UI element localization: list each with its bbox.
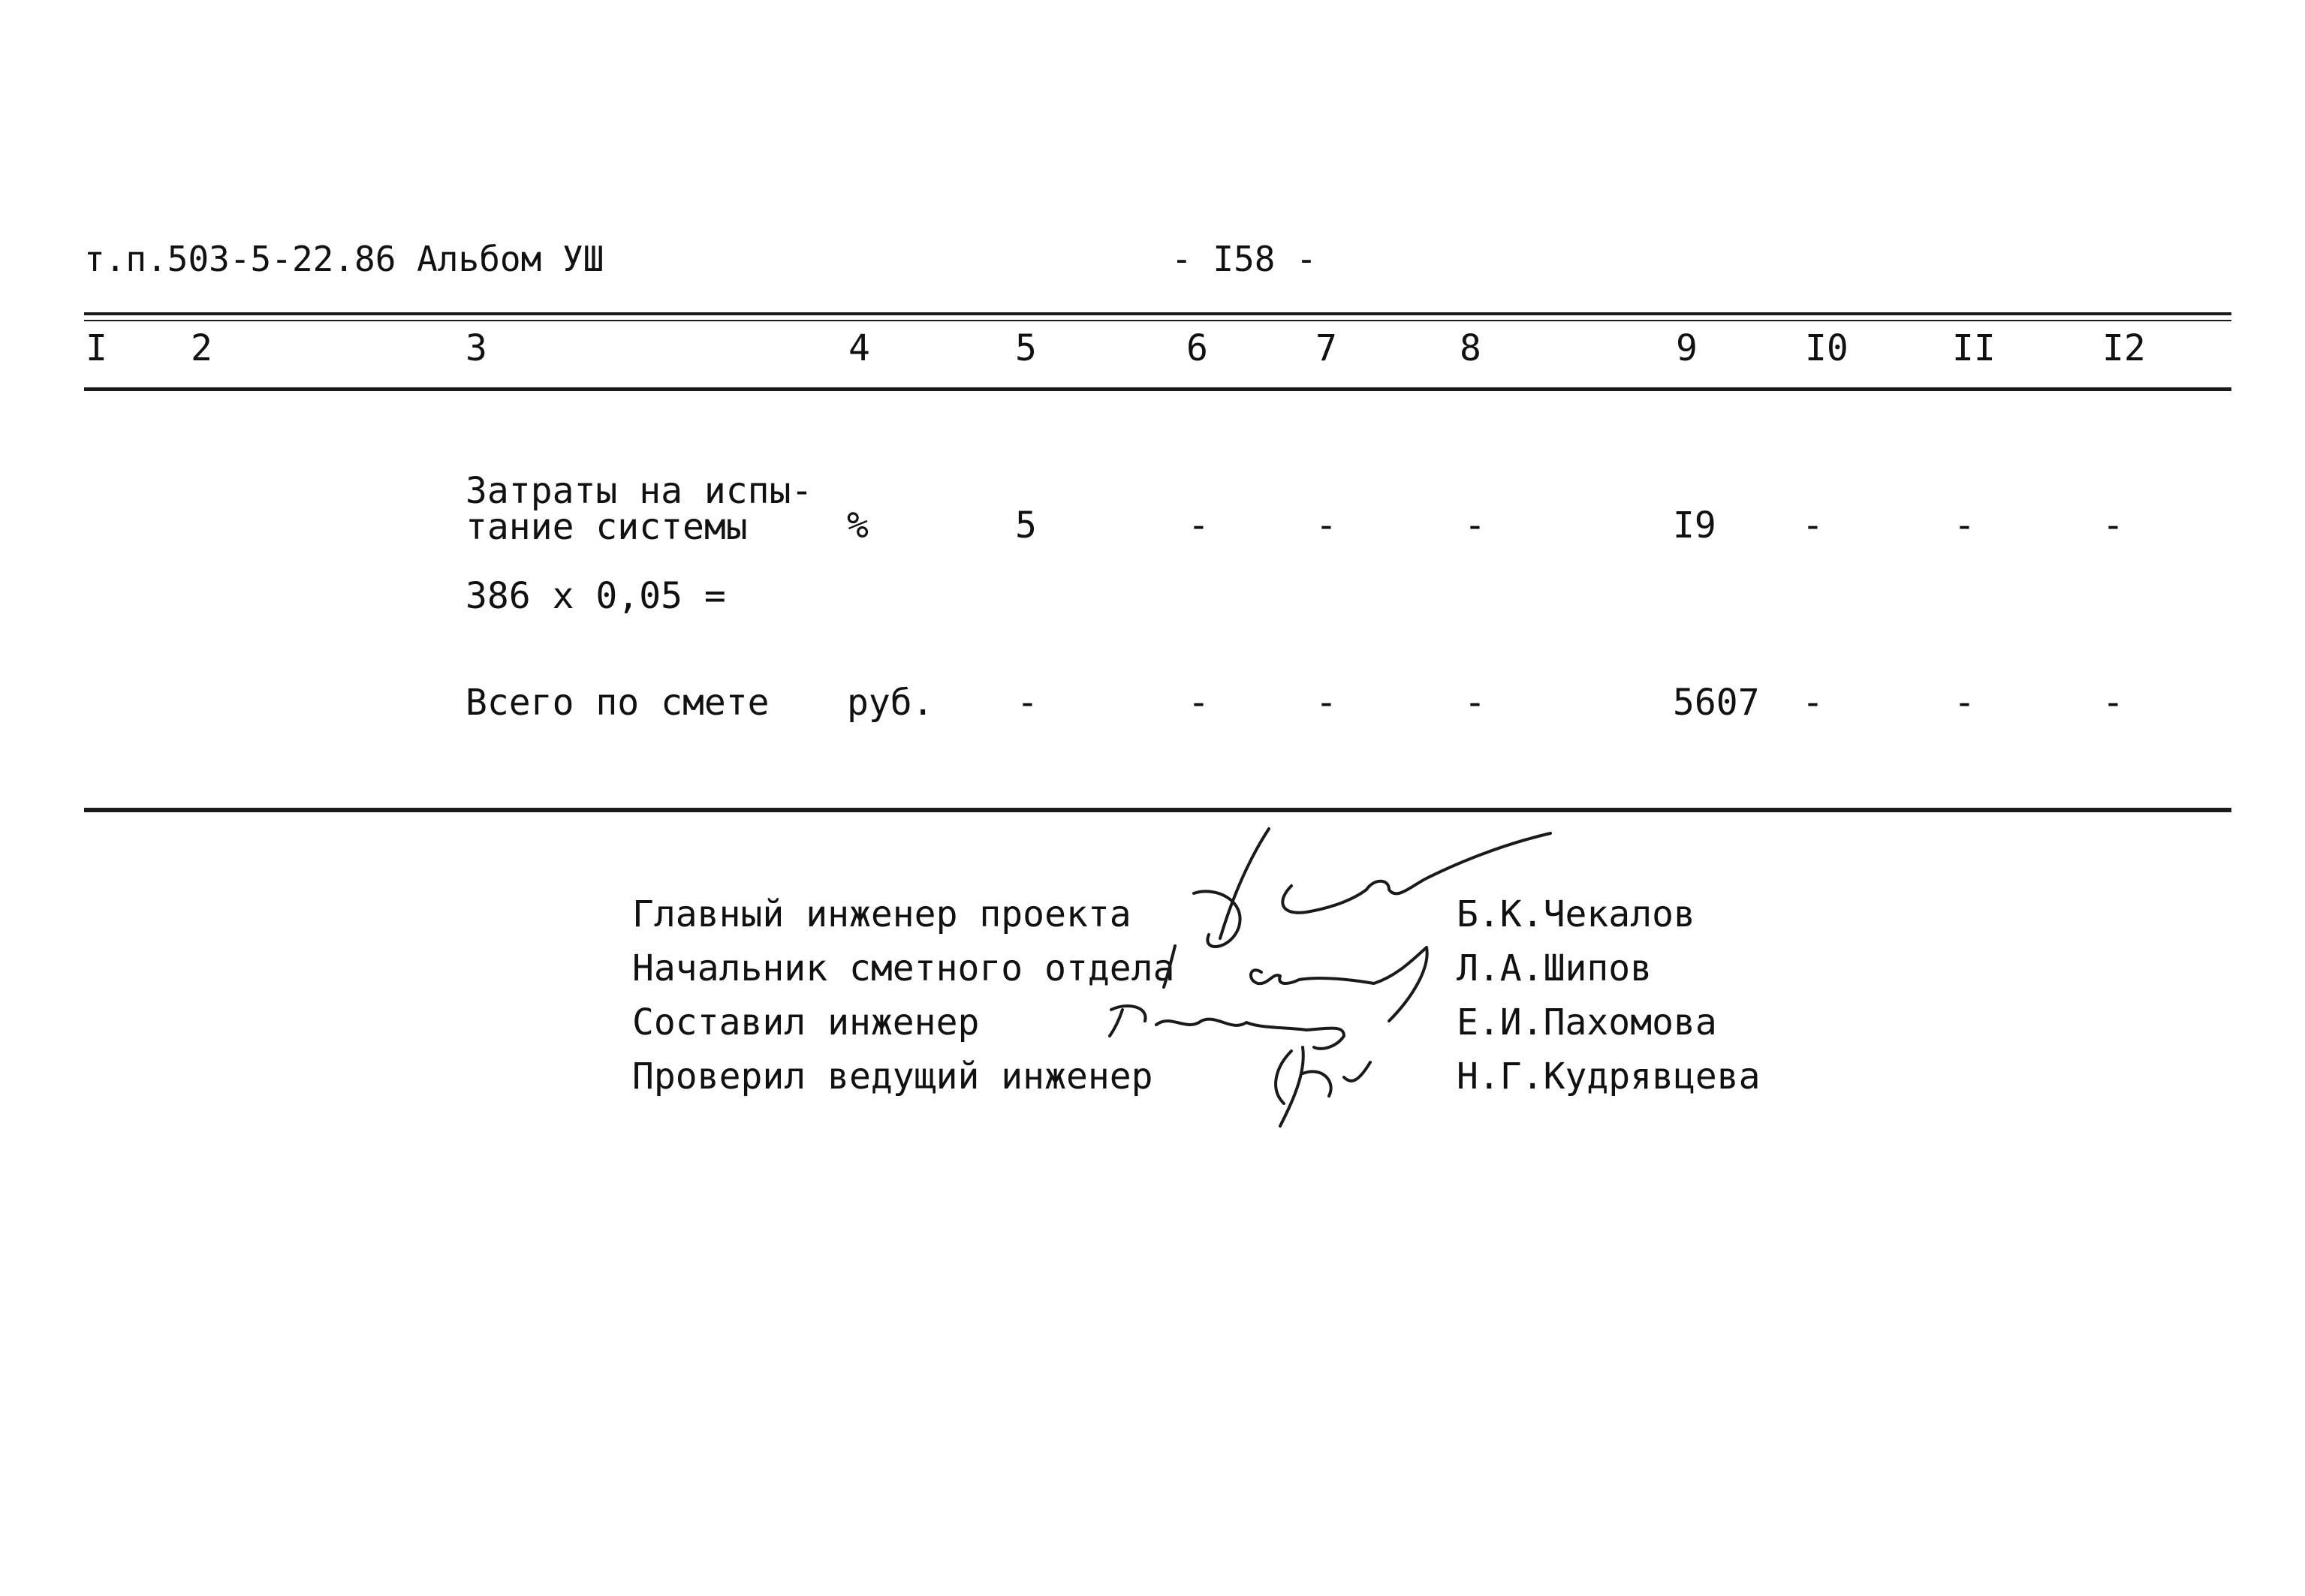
signature-name: Н.Г.Кудрявцева: [1457, 1055, 1761, 1098]
value-cell: -: [1802, 504, 1824, 547]
document-reference: т.п.503-5-22.86 Альбом УШ: [84, 239, 604, 279]
value-cell: -: [2102, 504, 2124, 547]
value-cell: 5: [1015, 504, 1037, 547]
column-number: 2: [191, 327, 212, 369]
column-number: 9: [1676, 327, 1698, 369]
row-name: Всего по смете: [466, 682, 770, 724]
column-number: 5: [1015, 327, 1037, 369]
value-cell: -: [1017, 682, 1038, 724]
row-name-line: Затраты на испы-: [466, 470, 813, 512]
value-cell: -: [1464, 504, 1486, 547]
column-number: 3: [466, 327, 487, 369]
unit-cell: руб.: [847, 682, 934, 724]
column-number: II: [1952, 327, 1996, 369]
column-header-rule: [84, 387, 2231, 391]
handwritten-signature-2: [1164, 946, 1427, 1021]
value-cell: -: [1315, 682, 1337, 724]
calculation-formula: 386 x 0,05 =: [466, 575, 726, 617]
column-number: I0: [1805, 327, 1849, 369]
signature-role: Проверил ведущий инженер: [632, 1055, 1153, 1098]
column-number: 6: [1186, 327, 1208, 369]
column-number: I: [86, 327, 107, 369]
value-cell: -: [1315, 504, 1337, 547]
column-number: 8: [1460, 327, 1481, 369]
column-number: 7: [1315, 327, 1337, 369]
table-top-rule-thin: [84, 320, 2231, 321]
signature-name: Е.И.Пахомова: [1457, 1001, 1717, 1043]
value-cell: -: [1188, 504, 1210, 547]
column-number: 4: [848, 327, 870, 369]
handwritten-signature-4: [1276, 1047, 1370, 1126]
value-cell: -: [1954, 504, 1975, 547]
value-cell: -: [1464, 682, 1486, 724]
value-cell: -: [1954, 682, 1975, 724]
signature-name: Б.К.Чекалов: [1457, 893, 1695, 935]
unit-cell: %: [847, 504, 869, 547]
signature-role: Главный инженер проекта: [632, 893, 1131, 935]
page-number: - I58 -: [1171, 239, 1317, 279]
value-cell: 5607: [1673, 682, 1760, 724]
table-top-rule: [84, 312, 2231, 315]
table-bottom-rule: [84, 808, 2231, 812]
value-cell: -: [1802, 682, 1824, 724]
signature-name: Л.А.Шипов: [1457, 947, 1653, 989]
signature-role: Составил инженер: [632, 1001, 980, 1043]
column-number: I2: [2102, 327, 2146, 369]
value-cell: -: [1188, 682, 1210, 724]
value-cell: -: [2102, 682, 2124, 724]
value-cell: I9: [1673, 504, 1716, 547]
signature-role: Начальник сметного отдела: [632, 947, 1175, 989]
row-name-line: тание системы: [466, 506, 748, 548]
handwritten-signature-3: [1110, 1006, 1344, 1049]
